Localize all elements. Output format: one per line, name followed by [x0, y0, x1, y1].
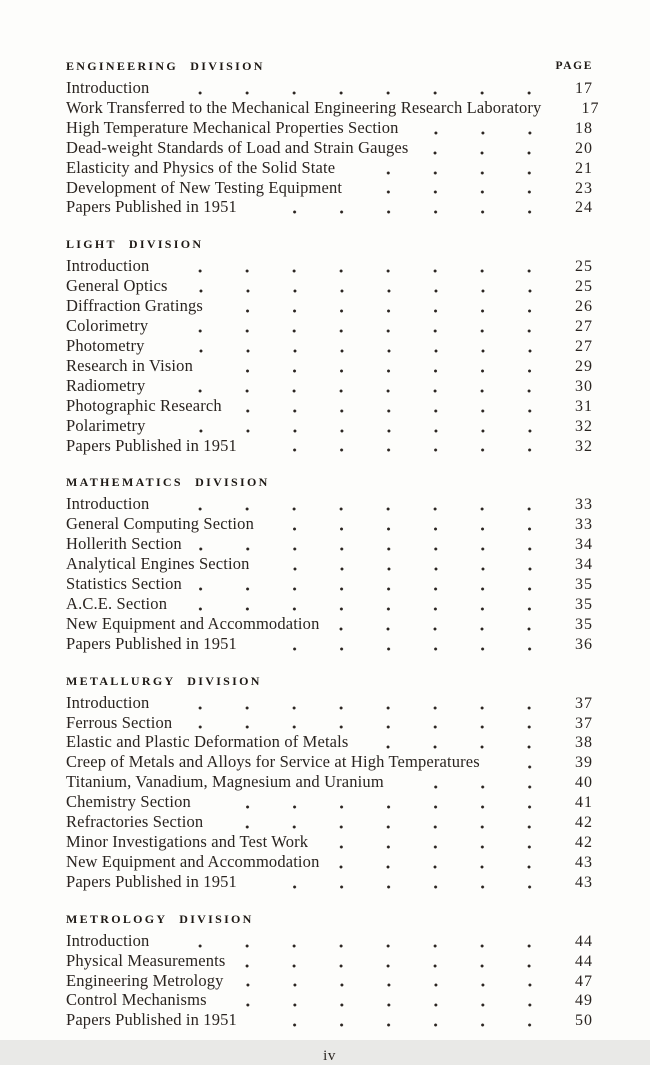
dot-leader — [413, 131, 553, 135]
dot-leader — [163, 269, 553, 273]
entry-title: Ferrous Section — [66, 712, 173, 732]
dot-leader — [163, 507, 553, 511]
toc-section — [66, 910, 593, 1032]
entry-title: Dead-weight Standards of Load and Strain Gauges — [66, 137, 409, 157]
entry-page-number: 25 — [575, 278, 593, 296]
entry-page-number: 43 — [575, 873, 593, 891]
toc-entry — [66, 694, 593, 714]
entry-page-number: 43 — [575, 853, 593, 871]
toc-entry — [66, 813, 593, 833]
dot-leader — [163, 91, 553, 95]
dot-leader — [196, 587, 553, 591]
toc-entry — [66, 635, 593, 655]
toc-entry — [66, 991, 593, 1011]
section-heading: MATHEMATICS DIVISION — [66, 475, 270, 490]
entry-page-number: 44 — [575, 952, 593, 970]
entry-page-number: 23 — [575, 179, 593, 197]
entry-page-number: 27 — [575, 318, 593, 336]
entry-title: Creep of Metals and Alloys for Service at High Temperatures — [66, 752, 480, 772]
entry-title: Physical Measurements — [66, 950, 226, 970]
entry-title: Development of New Testing Equipment — [66, 177, 343, 197]
toc-entry — [66, 357, 593, 377]
entry-title: Refractories Section — [66, 812, 204, 832]
entry-page-number: 24 — [575, 199, 593, 217]
dot-leader — [236, 409, 553, 413]
entry-page-number: 35 — [575, 576, 593, 594]
entry-page-number: 17 — [575, 80, 593, 97]
entry-page-number: 44 — [575, 932, 593, 950]
entry-title: Papers Published in 1951 — [66, 435, 237, 455]
entry-page-number: 42 — [575, 834, 593, 851]
entry-title: Statistics Section — [66, 574, 182, 594]
toc-entry — [66, 595, 593, 615]
section-entries — [66, 495, 593, 654]
dot-leader — [251, 647, 553, 651]
toc-sections — [66, 57, 600, 1031]
dot-leader — [217, 825, 553, 829]
entry-title: Colorimetry — [66, 316, 149, 336]
toc-entry — [66, 297, 593, 317]
entry-page-number: 18 — [575, 119, 593, 137]
entry-page-number: 47 — [575, 972, 593, 990]
dot-leader — [422, 151, 553, 155]
toc-entry — [66, 417, 593, 437]
entry-page-number: 34 — [575, 536, 593, 554]
dot-leader — [356, 190, 553, 194]
entry-title: Papers Published in 1951 — [66, 633, 237, 653]
entry-title: Introduction — [66, 78, 150, 97]
toc-entry — [66, 337, 593, 357]
toc-entry — [66, 79, 593, 99]
entry-title: Photographic Research — [66, 395, 222, 415]
toc-entry — [66, 793, 593, 813]
entry-page-number: 34 — [575, 556, 593, 574]
dot-leader — [251, 210, 553, 214]
entry-title: Introduction — [66, 692, 150, 712]
entry-title: Introduction — [66, 494, 150, 514]
toc-entry — [66, 277, 593, 297]
dot-leader — [251, 448, 553, 452]
entry-page-number: 32 — [575, 417, 593, 435]
entry-page-number: 38 — [575, 734, 593, 752]
entry-title: Work Transferred to the Mechanical Engineering Research Laboratory — [66, 97, 542, 117]
dot-leader — [333, 627, 553, 631]
entry-page-number: 40 — [575, 774, 593, 792]
toc-entry — [66, 317, 593, 337]
dot-leader — [221, 1003, 553, 1007]
toc-entry — [66, 515, 593, 535]
entry-title: Papers Published in 1951 — [66, 197, 237, 217]
dot-leader — [555, 111, 559, 115]
entry-title: Introduction — [66, 930, 150, 950]
section-heading: METALLURGY DIVISION — [66, 673, 262, 688]
entry-page-number: 29 — [575, 357, 593, 375]
dot-leader — [362, 745, 553, 749]
toc-entry — [66, 753, 593, 773]
entry-title: High Temperature Mechanical Properties Section — [66, 117, 399, 137]
toc-entry — [66, 198, 593, 218]
toc-entry — [66, 555, 593, 575]
section-heading: LIGHT DIVISION — [66, 237, 204, 252]
folio-page-number: iv — [323, 1048, 336, 1065]
dot-leader — [333, 865, 553, 869]
dot-leader — [162, 329, 553, 333]
entry-title: Minor Investigations and Test Work — [66, 832, 309, 851]
entry-title: A.C.E. Section — [66, 593, 168, 613]
entry-page-number: 49 — [575, 992, 593, 1010]
toc-entry — [66, 833, 593, 853]
entry-page-number: 17 — [581, 99, 600, 117]
entry-page-number: 33 — [575, 496, 593, 514]
entry-page-number: 39 — [575, 754, 593, 772]
entry-title: Introduction — [66, 256, 150, 276]
toc-section — [66, 235, 593, 456]
section-entries — [66, 78, 600, 218]
entry-page-number: 33 — [575, 516, 593, 534]
toc-entry — [66, 972, 593, 992]
dot-leader — [182, 289, 553, 293]
entry-title: Elastic and Plastic Deformation of Metals — [66, 732, 349, 752]
entry-title: Analytical Engines Section — [66, 554, 250, 574]
dot-leader — [251, 885, 553, 889]
toc-section — [66, 672, 593, 893]
toc-entry — [66, 952, 593, 972]
toc-entry — [66, 615, 593, 635]
entry-title: Photometry — [66, 335, 145, 355]
toc-section — [66, 57, 600, 218]
entry-page-number: 37 — [575, 694, 593, 712]
entry-page-number: 31 — [575, 397, 593, 415]
entry-page-number: 42 — [575, 814, 593, 832]
dot-leader — [264, 567, 553, 571]
dot-leader — [398, 785, 553, 789]
toc-entry — [66, 535, 593, 555]
toc-entry — [66, 119, 593, 139]
dot-leader — [239, 964, 553, 968]
toc-entry — [66, 773, 593, 793]
dot-leader — [196, 547, 553, 551]
entry-title: New Equipment and Accommodation — [66, 613, 320, 633]
toc-section — [66, 473, 593, 654]
entry-title: Control Mechanisms — [66, 990, 207, 1010]
toc-entry — [66, 179, 593, 199]
dot-leader — [268, 527, 553, 531]
entry-page-number: 35 — [575, 615, 593, 633]
entry-title: Hollerith Section — [66, 534, 182, 554]
toc-entry — [66, 495, 593, 515]
entry-title: Polarimetry — [66, 415, 146, 435]
entry-page-number: 37 — [575, 714, 593, 732]
toc-entry — [66, 257, 593, 277]
section-entries — [66, 257, 593, 456]
entry-page-number: 27 — [575, 337, 593, 355]
entry-page-number: 35 — [575, 595, 593, 613]
dot-leader — [181, 607, 553, 611]
entry-page-number: 25 — [575, 258, 593, 276]
section-entries — [66, 694, 593, 893]
dot-leader — [322, 845, 553, 849]
dot-leader — [163, 944, 553, 948]
entry-title: Diffraction Gratings — [66, 296, 203, 316]
entry-title: General Optics — [66, 276, 168, 296]
entry-title: Research in Vision — [66, 355, 193, 375]
toc-entry — [66, 139, 593, 159]
entry-page-number: 41 — [575, 794, 593, 812]
toc-entry — [66, 397, 593, 417]
toc-entry — [66, 97, 600, 119]
toc-entry — [66, 377, 593, 397]
dot-leader — [160, 429, 553, 433]
entry-page-number: 36 — [575, 635, 593, 653]
toc-entry — [66, 873, 593, 893]
entry-title: Papers Published in 1951 — [66, 1010, 237, 1030]
dot-leader — [238, 983, 553, 987]
toc-entry — [66, 932, 593, 952]
entry-title: Engineering Metrology — [66, 970, 224, 990]
entry-title: Radiometry — [66, 375, 146, 395]
entry-page-number: 21 — [575, 159, 593, 177]
entry-title: Elasticity and Physics of the Solid State — [66, 157, 336, 177]
dot-leader — [217, 309, 553, 313]
entry-page-number: 26 — [575, 298, 593, 316]
dot-leader — [159, 349, 554, 353]
toc-entry — [66, 1011, 593, 1031]
dot-leader — [205, 805, 553, 809]
entry-page-number: 32 — [575, 437, 593, 455]
entry-title: Chemistry Section — [66, 792, 191, 812]
toc-entry — [66, 714, 593, 734]
toc-entry — [66, 575, 593, 595]
section-heading: ENGINEERING DIVISION — [66, 59, 265, 73]
entry-page-number: 50 — [575, 1012, 593, 1030]
dot-leader — [349, 171, 553, 175]
entry-title: Papers Published in 1951 — [66, 871, 237, 891]
section-entries — [66, 932, 593, 1032]
page-column-label: PAGE — [555, 60, 593, 72]
section-heading: METROLOGY DIVISION — [66, 911, 254, 926]
entry-page-number: 30 — [575, 377, 593, 395]
dot-leader — [494, 765, 553, 769]
toc-entry — [66, 159, 593, 179]
entry-title: New Equipment and Accommodation — [66, 851, 320, 871]
entry-page-number: 20 — [575, 139, 593, 157]
toc-entry — [66, 853, 593, 873]
dot-leader — [163, 706, 553, 710]
dot-leader — [159, 389, 553, 393]
toc-entry — [66, 437, 593, 457]
entry-title: General Computing Section — [66, 514, 254, 534]
entry-title: Titanium, Vanadium, Magnesium and Uranium — [66, 772, 384, 792]
toc-entry — [66, 733, 593, 753]
dot-leader — [207, 369, 553, 373]
dot-leader — [251, 1023, 553, 1027]
dot-leader — [186, 725, 553, 729]
